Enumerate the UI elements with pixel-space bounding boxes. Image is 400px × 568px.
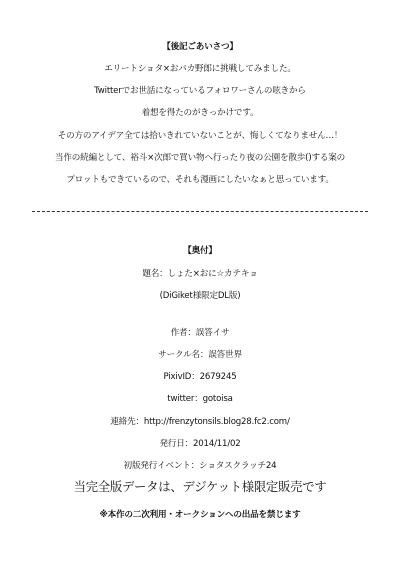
colophon-twitter: twitter：gotoisa	[167, 394, 233, 404]
colophon-heading: 【奥付】	[183, 246, 217, 256]
afterword-line: 当作の続編として、裕斗×次郎で買い物へ行ったり夜の公園を散歩()する案の	[54, 153, 346, 163]
usage-footnote: ※本作の二次利用・オークションへの出品を禁じます	[99, 510, 301, 520]
section-divider	[32, 211, 368, 212]
colophon-first-event: 初版発行イベント：ショタスクラッチ24	[123, 461, 277, 471]
afterword-line: プロットもできているので、それも漫画にしたいなぁと思っています。	[66, 175, 334, 185]
afterword-line: エリートショタ×おバカ野郎に挑戦してみました。	[104, 64, 296, 74]
afterword-line: 着想を得たのがきっかけです。	[141, 108, 259, 118]
afterword-heading: 【後記ごあいさつ】	[162, 42, 238, 52]
colophon-issue-date: 発行日：2014/11/02	[159, 439, 241, 449]
colophon-title: 題名：しょた×おに☆カテキョ	[142, 269, 258, 279]
colophon-contact: 連絡先：http://frenzytonsils.blog28.fc2.com/	[110, 417, 290, 427]
colophon-author: 作者：誤答イサ	[170, 328, 230, 338]
colophon-pixiv-id: PixivID：2679245	[163, 372, 237, 382]
exclusive-sale-notice: 当完全版データは、デジケット様限定販売です	[73, 479, 327, 494]
colophon-circle: サークル名：誤答世界	[158, 350, 242, 360]
afterword-line: Twitterでお世話になっているフォロワーさんの呟きから	[94, 86, 306, 96]
colophon-edition: (DiGiket様限定DL版)	[159, 291, 241, 301]
afterword-line: その方のアイデア全ては拾いきれていないことが、悔しくてなりません…！	[57, 131, 343, 141]
